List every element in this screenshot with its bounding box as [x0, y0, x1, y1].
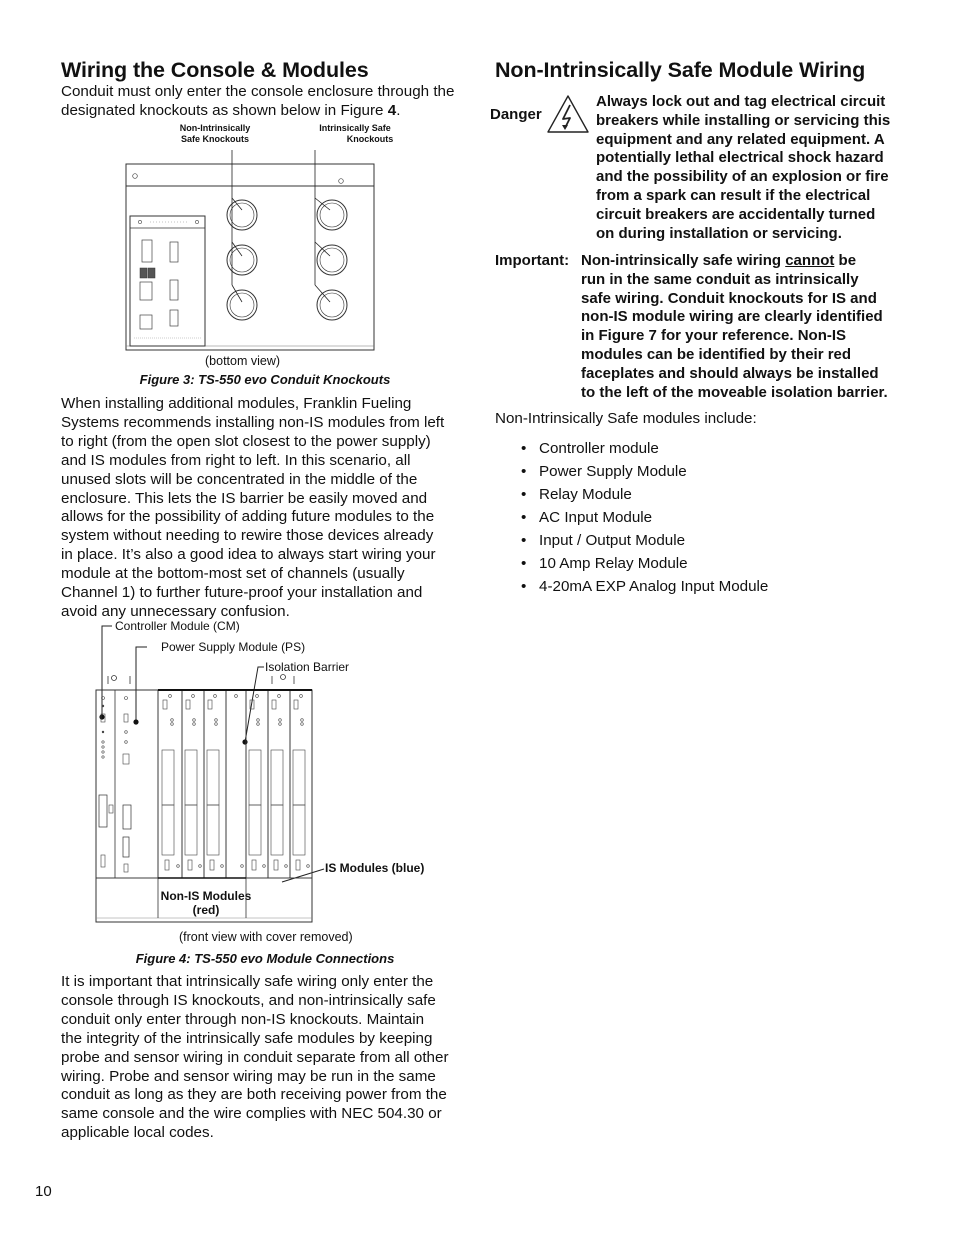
- electrical-hazard-icon: [546, 94, 590, 134]
- right-title: Non-Intrinsically Safe Module Wiring: [495, 58, 866, 82]
- list-item: • Input / Output Module: [521, 529, 768, 552]
- list-item: • AC Input Module: [521, 506, 768, 529]
- fig3-label-is: Intrinsically Safe Knockouts: [319, 123, 394, 144]
- fig3-caption: Figure 3: TS-550 evo Conduit Knockouts: [139, 372, 391, 387]
- list-item: • Power Supply Module: [521, 460, 768, 483]
- fig4-caption: Figure 4: TS-550 evo Module Connections: [135, 951, 395, 966]
- list-item: • Relay Module: [521, 483, 768, 506]
- fig4-label-barrier: Isolation Barrier: [265, 660, 350, 674]
- fig4-label-ps: Power Supply Module (PS): [161, 640, 306, 654]
- fig3-view-note: (bottom view): [205, 354, 281, 368]
- danger-label: Danger: [490, 106, 542, 123]
- list-item: • 10 Amp Relay Module: [521, 552, 768, 575]
- non-is-modules-list: [521, 437, 768, 598]
- fig4-label-non-is-modules: Non-IS Modules (red): [160, 889, 252, 917]
- intro-line-2: designated knockouts as shown below in Figure: [61, 101, 388, 119]
- list-item: • Controller module: [521, 437, 768, 460]
- intro-line-end: .: [396, 101, 401, 119]
- intro-paragraph: [61, 83, 454, 121]
- intro-figure-ref: 4: [387, 101, 397, 119]
- install-order-paragraph: When installing additional modules, Franklin Fueling Systems recommends installing non-IS modules from left to right (from the open slot closest to the power supply) and IS modules from right to left. In this scenario, all unused slots will be concentrated in the middle of the enclosure. This lets the IS barrier be easily moved and allows for the possibility of adding future modules to the system without needing to rewire those devices already in place. It’s also a good idea to always start wiring your module at the bottom-most set of channels (usually Channel 1) to further future-proof your installation and avoid any unnecessary confusion.: [61, 395, 445, 620]
- left-title: Wiring the Console & Modules: [61, 58, 369, 82]
- important-text: Non-intrinsically safe wiring cannot be run in the same conduit as intrinsically safe wiring. Conduit knockouts for IS and non-IS module wiring are clearly identified in Figure 7 for your reference. Non-IS modules can be identified by their red faceplates and should always be installed to the left of the moveable isolation barrier.: [581, 252, 888, 401]
- intro-line-1: Conduit must only enter the console enclosure through the: [61, 83, 455, 100]
- important-label: Important:: [495, 252, 570, 269]
- fig3-label-non-is: Non-Intrinsically Safe Knockouts: [179, 123, 251, 144]
- enclosure-outline: [126, 164, 374, 350]
- fig4-label-cm: Controller Module (CM): [115, 619, 240, 633]
- danger-text: Always lock out and tag electrical circuit breakers while installing or servicing this equipment and any related equipment. A potentially lethal electrical shock hazard and the possibility of an explosion or fire from a spark can result if the electrical circuit breakers are accidentally turned on during installation or servicing.: [596, 93, 891, 242]
- modules-intro: Non-Intrinsically Safe modules include:: [495, 410, 757, 427]
- is-wiring-paragraph: It is important that intrinsically safe wiring only enter the console through IS knockouts, and non-intrinsically safe conduit only enter through non-IS knockouts. Maintain the integrity of the intrinsically safe modules by keeping probe and sensor wiring in conduit separate from all other wiring. Probe and sensor wiring may be run in the same conduit as long as they are both receiving power from the same console and the wire complies with NEC 504.30 or applicable local codes.: [61, 973, 449, 1142]
- list-item: • 4-20mA EXP Analog Input Module: [521, 575, 768, 598]
- figure-4-module-connections-diagram: [90, 622, 330, 927]
- fig4-view-note: (front view with cover removed): [179, 930, 353, 944]
- page-number: 10: [35, 1183, 52, 1200]
- fig4-label-is-modules: IS Modules (blue): [325, 861, 425, 875]
- controller-panel: [130, 216, 205, 346]
- cannot-emphasis: cannot: [785, 252, 835, 269]
- figure-3-conduit-knockouts-diagram: [120, 150, 380, 355]
